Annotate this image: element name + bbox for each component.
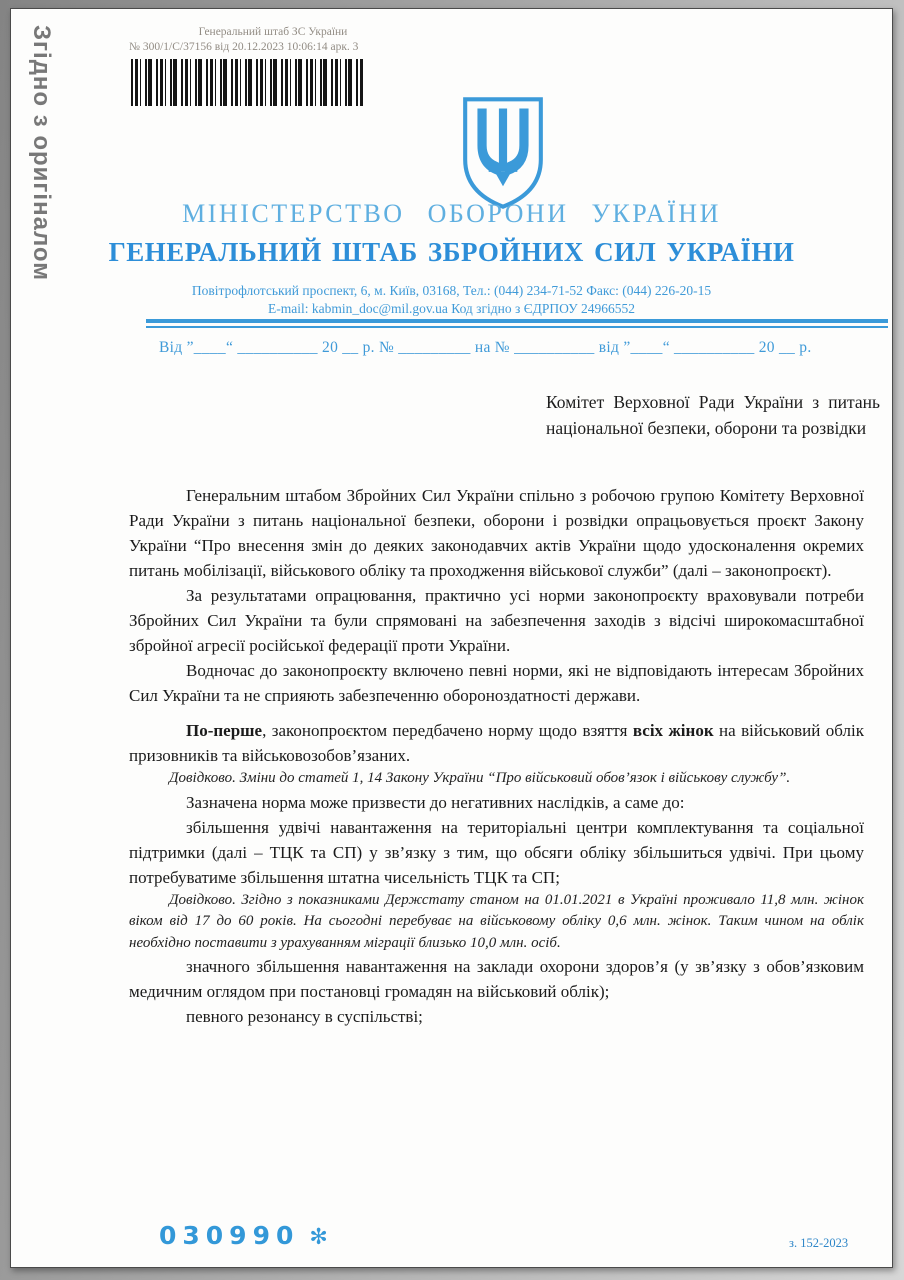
paragraph-4-text: , законопроєктом передбачено норму щодо взяття: [262, 721, 633, 740]
reference-date-line: Від ”____“ __________ 20 __ р. № _________ на № __________ від ”____“ __________ 20 __ р.: [159, 339, 812, 356]
email-line: E-mail: kabmin_doc@mil.gov.ua Код згідно з ЄДРПОУ 24966552: [267, 301, 636, 316]
form-reference-number: з. 152-2023: [789, 1236, 849, 1250]
paragraph-7: значного збільшення навантаження на заклади охорони здоров’я (у зв’язку з обов’язковим медичним оглядом при постановці громадян на військовий облік);: [129, 957, 864, 1001]
paragraph-4-lead-bold: По-перше: [186, 721, 263, 740]
barcode: [131, 59, 363, 106]
paragraph-6: збільшення удвічі навантаження на територіальні центри комплектування та соціальної підтримки (далі – ТЦК та СП) у зв’язку з тим, що обсяги обліку збільшиться удвічі. При цьому потребуватиме збільшення штатна чисельність ТЦК та СП;: [129, 817, 864, 887]
document-index-code: [159, 1221, 328, 1250]
paragraph-5: Зазначена норма може призвести до негативних наслідків, а саме до:: [186, 792, 685, 812]
paragraph-4: [129, 718, 864, 768]
reference-note-1: Довідково. Зміни до статей 1, 14 Закону України “Про військовий обов’язок і військову службу”.: [169, 770, 791, 786]
paragraph-8: певного резонансу в суспільстві;: [186, 1007, 423, 1026]
registration-stamp: [123, 25, 423, 55]
registration-stamp-org: Генеральний штаб ЗС України: [198, 26, 348, 38]
certification-stamp-vertical: Згідно з оригіналом: [28, 25, 55, 281]
general-staff-title: ГЕНЕРАЛЬНИЙ ШТАБ ЗБРОЙНИХ СИЛ УКРАЇНИ: [108, 237, 795, 267]
paragraph-1: Генеральним штабом Збройних Сил України спільно з робочою групою Комітету Верховної Ради України з питань національної безпеки, оборони і розвідки опрацьовується проєкт Закону України “Про внесення змін до деяких законодавчих актів України щодо удосконалення окремих питань мобілізації, військового обліку та проходження військової служби” (далі – законопроєкт).: [129, 486, 864, 580]
recipient-block: Комітет Верховної Ради України з питань національної безпеки, оборони та розвідки: [546, 392, 880, 438]
letter-body: [129, 483, 864, 1029]
header-divider: [146, 319, 888, 328]
paragraph-4-emphasis-bold: всіх жінок: [632, 721, 714, 740]
coat-of-arms-icon: [457, 93, 549, 213]
registration-stamp-number: № 300/1/С/37156 від 20.12.2023 10:06:14 арк. 3: [129, 41, 359, 53]
paragraph-2: За результатами опрацювання, практично усі норми законопроєкту враховували потреби Збройних Сил України та були спрямовані на забезпечення заходів з відсічі широкомасштабної збройної агресії російської федерації проти України.: [129, 586, 864, 655]
paragraph-4-tail: на військовий облік призовників та військовозобов’язаних.: [129, 721, 864, 765]
address-line: Повітрофлотський проспект, 6, м. Київ, 03168, Тел.: (044) 234-71-52 Факс: (044) 226-20-15: [191, 283, 712, 298]
ministry-title: МІНІСТЕРСТВО ОБОРОНИ УКРАЇНИ: [182, 199, 721, 228]
document-page: [10, 8, 893, 1268]
reference-note-2: Довідково. Згідно з показниками Держстату станом на 01.01.2021 в Україні проживало 11,8 млн. жінок віком від 17 до 60 років. На сьогодні перебуває на військовому обліку 0,6 млн. жінок. Таким чином на облік необхідно поставити з урахуванням міграції близько 10,0 млн. осіб.: [129, 891, 864, 951]
asterisk-stamp-icon: ✻: [309, 1225, 328, 1250]
document-index-number: 030990: [159, 1221, 300, 1250]
paragraph-3: Водночас до законопроєкту включено певні норми, які не відповідають інтересам Збройних Сил України та не сприяють забезпеченню обороноздатності держави.: [129, 661, 864, 705]
